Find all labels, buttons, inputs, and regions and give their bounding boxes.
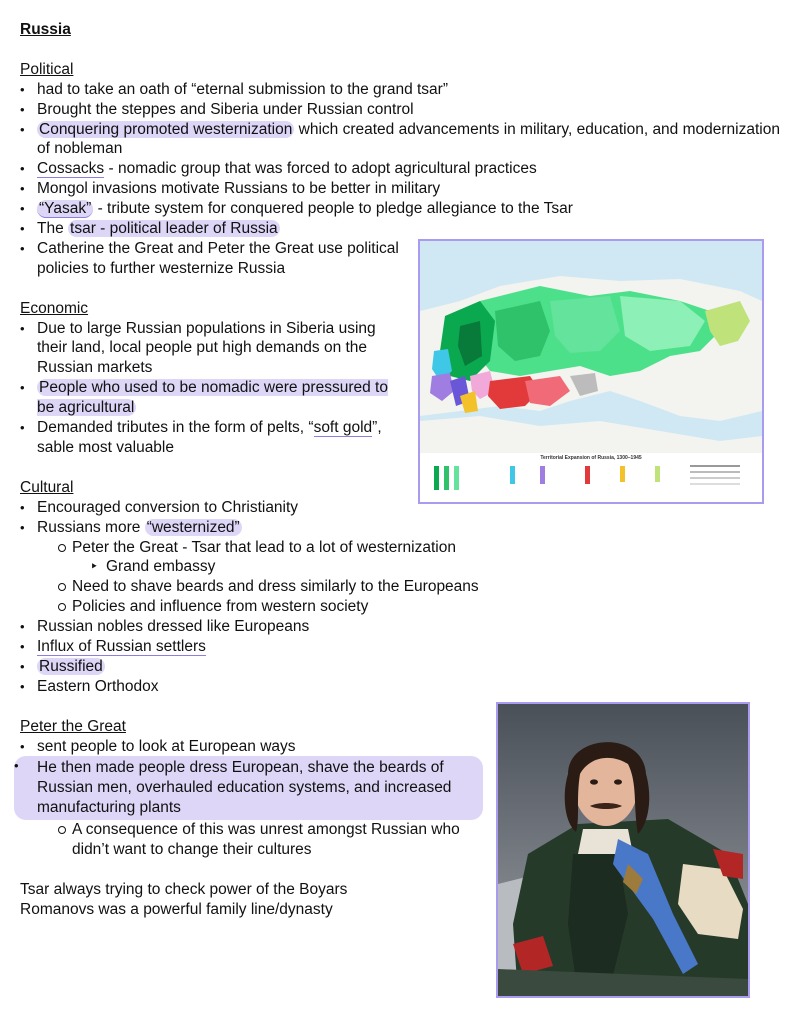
peter-heading: Peter the Great — [20, 717, 126, 735]
list-item: Peter the Great - Tsar that lead to a lot of westernization — [20, 538, 780, 558]
highlight: Conquering promoted westernization — [39, 120, 293, 138]
list-item: • Eastern Orthodox — [20, 677, 780, 697]
item-text: - nomadic group that was forced to adopt agricultural practices — [104, 160, 537, 178]
highlight: “Yasak” — [39, 200, 92, 218]
highlight: tsar - political leader of Russia — [70, 220, 278, 238]
map-title: Territorial Expansion of Russia, 1300–1945 — [540, 455, 642, 461]
list-item: • Encouraged conversion to Christianity — [20, 498, 780, 518]
list-item: • Brought the steppes and Siberia under Russian control — [20, 100, 780, 120]
cultural-list — [20, 498, 780, 697]
item-text: ”, sable most valuable — [37, 419, 382, 456]
list-item — [20, 199, 780, 219]
list-item: • Catherine the Great and Peter the Great use political policies to further westernize Russia — [20, 239, 407, 279]
list-item: • Due to large Russian populations in Siberia using their land, local people put high demands on the Russian markets — [20, 319, 407, 379]
underlined-term: soft gold — [313, 419, 373, 437]
political-heading: Political — [20, 60, 74, 78]
portrait-graphic — [498, 704, 748, 996]
list-item — [20, 219, 780, 239]
item-text: Demanded tributes in the form of pelts, “ — [37, 419, 314, 437]
highlight: People who used to be nomadic were pressured to be agricultural — [37, 379, 388, 417]
list-item — [20, 518, 780, 538]
page-title: Russia — [20, 21, 71, 38]
list-item — [20, 378, 407, 418]
list-item: Policies and influence from western society — [20, 597, 780, 617]
list-item: A consequence of this was unrest amongst Russian who didn’t want to change their cultures — [20, 820, 472, 860]
list-item — [20, 120, 780, 160]
highlight: Russified — [39, 657, 103, 675]
list-item — [20, 159, 780, 179]
peter-the-great-portrait — [496, 702, 750, 998]
item-text: - tribute system for conquered people to pledge allegiance to the Tsar — [93, 200, 573, 218]
list-item: • sent people to look at European ways — [20, 737, 780, 757]
underlined-term: Cossacks — [37, 160, 105, 178]
cultural-heading: Cultural — [20, 478, 74, 496]
economic-heading: Economic — [20, 299, 89, 317]
russia-expansion-map — [418, 239, 764, 504]
list-item: • Mongol invasions motivate Russians to be better in military — [20, 179, 780, 199]
closing-line: Romanovs was a powerful family line/dynasty — [20, 900, 333, 918]
list-item: Need to shave beards and dress similarly to the Europeans — [20, 577, 780, 597]
list-item: • had to take an oath of “eternal submission to the grand tsar” — [20, 80, 780, 100]
list-item — [20, 637, 780, 657]
map-graphic — [420, 241, 762, 502]
underlined-term: Influx of Russian settlers — [37, 638, 206, 656]
item-text: The — [37, 220, 69, 238]
list-item: ‣ Grand embassy — [20, 557, 780, 577]
list-item — [20, 657, 780, 677]
closing-line: Tsar always trying to check power of the Boyars — [20, 880, 348, 898]
highlight: “westernized” — [146, 518, 240, 536]
list-item — [20, 418, 407, 458]
item-text: which created advancements in military, education, and modernization of nobleman — [37, 120, 780, 158]
list-item-highlighted: • He then made people dress European, shave the beards of Russian men, overhauled education systems, and increased manufacturing plants — [14, 756, 483, 820]
item-text: Russians more — [37, 518, 145, 536]
list-item: • Russian nobles dressed like Europeans — [20, 617, 780, 637]
